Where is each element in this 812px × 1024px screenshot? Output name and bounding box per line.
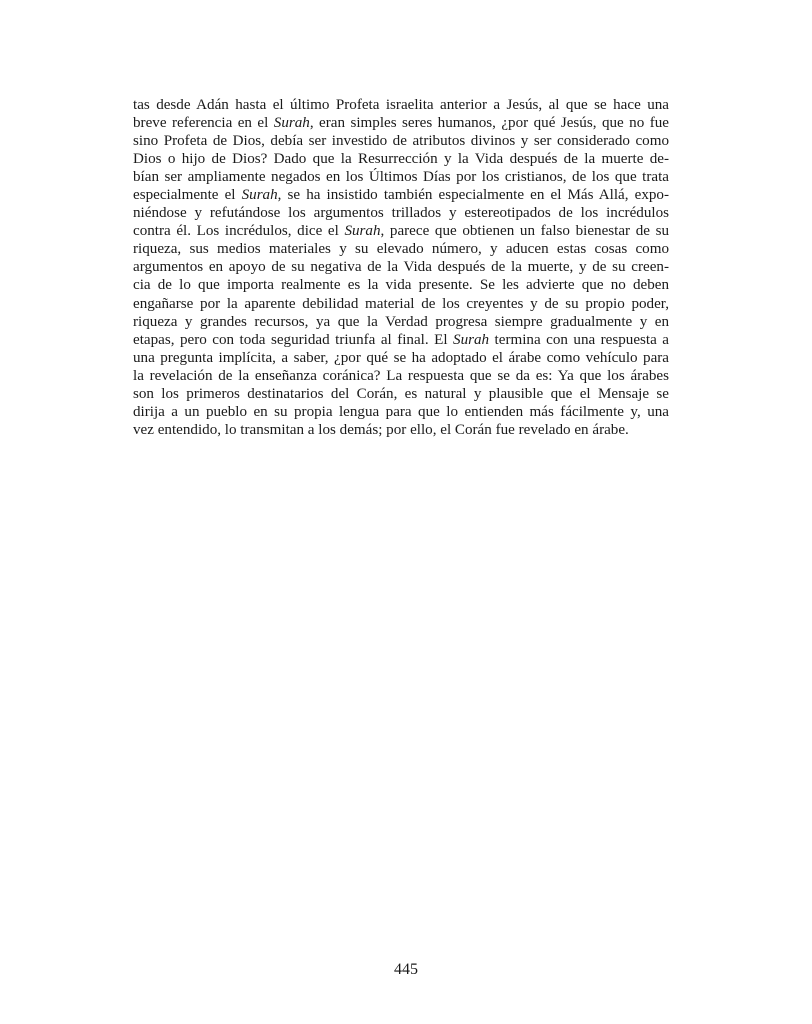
text-line bbox=[133, 421, 669, 439]
text-line bbox=[133, 132, 669, 150]
text-run: niéndose y refutándose los argumentos trillados y estereotipados de los incrédulos bbox=[133, 205, 669, 222]
text-run: Dios o hijo de Dios? Dado que la Resurrección y la Vida después de la muerte de- bbox=[133, 151, 669, 168]
text-run: cia de lo que importa realmente es la vida presente. Se les advierte que no deben bbox=[133, 277, 669, 294]
text-run: riqueza, sus medios materiales y su elevado número, y aducen estas cosas como bbox=[133, 241, 669, 258]
text-run: , se ha insistido también especialmente en el Más Allá, expo- bbox=[277, 187, 669, 204]
text-run: , parece que obtienen un falso bienestar de su bbox=[380, 223, 669, 240]
text-run: sino Profeta de Dios, debía ser investido de atributos divinos y ser considerado como bbox=[133, 133, 669, 150]
text-run: argumentos en apoyo de su negativa de la Vida después de la muerte, y de su creen- bbox=[133, 259, 669, 276]
text-run: tas desde Adán hasta el último Profeta israelita anterior a Jesús, al que se hace una bbox=[133, 97, 669, 113]
italic-term: Surah bbox=[241, 187, 278, 204]
text-run: bían ser ampliamente negados en los Últimos Días por los cristianos, de los que trata bbox=[133, 169, 669, 186]
text-run: vez entendido, lo transmitan a los demás; por ello, el Corán fue revelado en árabe. bbox=[133, 421, 629, 438]
text-line bbox=[133, 96, 669, 114]
text-line bbox=[133, 168, 669, 186]
text-line bbox=[133, 295, 669, 313]
text-line bbox=[133, 403, 669, 421]
italic-term: Surah bbox=[273, 115, 310, 132]
text-run: una pregunta implícita, a saber, ¿por qué se ha adoptado el árabe como vehículo para bbox=[133, 349, 669, 366]
text-run: dirija a un pueblo en su propia lengua para que lo entienden más fácilmente y, una bbox=[133, 403, 669, 420]
text-line bbox=[133, 349, 669, 367]
text-run: la revelación de la enseñanza coránica? La respuesta que se da es: Ya que los árabes bbox=[133, 367, 669, 384]
text-line bbox=[133, 258, 669, 276]
text-run: breve referencia en el bbox=[133, 115, 274, 132]
text-run: termina con una respuesta a bbox=[489, 331, 669, 348]
text-run: engañarse por la aparente debilidad material de los creyentes y de su propio poder, bbox=[133, 295, 669, 312]
text-line bbox=[133, 240, 669, 258]
italic-term: Surah bbox=[453, 331, 490, 348]
text-run: riqueza y grandes recursos, ya que la Verdad progresa siempre gradualmente y en bbox=[133, 313, 669, 330]
text-line bbox=[133, 114, 669, 132]
text-line bbox=[133, 331, 669, 349]
text-line bbox=[133, 313, 669, 331]
text-run: , eran simples seres humanos, ¿por qué Jesús, que no fue bbox=[309, 115, 669, 132]
text-line bbox=[133, 367, 669, 385]
text-line bbox=[133, 385, 669, 403]
text-line bbox=[133, 150, 669, 168]
text-run: etapas, pero con toda seguridad triunfa al final. El bbox=[133, 331, 454, 348]
page-number: 445 bbox=[394, 961, 418, 978]
text-run: especialmente el bbox=[133, 187, 242, 204]
italic-term: Surah bbox=[344, 223, 381, 240]
text-run: son los primeros destinatarios del Corán, es natural y plausible que el Mensaje se bbox=[133, 385, 669, 402]
text-line bbox=[133, 222, 669, 240]
text-line bbox=[133, 204, 669, 222]
text-run: contra él. Los incrédulos, dice el bbox=[133, 223, 345, 240]
text-line bbox=[133, 186, 669, 204]
body-paragraph bbox=[133, 96, 669, 439]
text-line bbox=[133, 276, 669, 294]
